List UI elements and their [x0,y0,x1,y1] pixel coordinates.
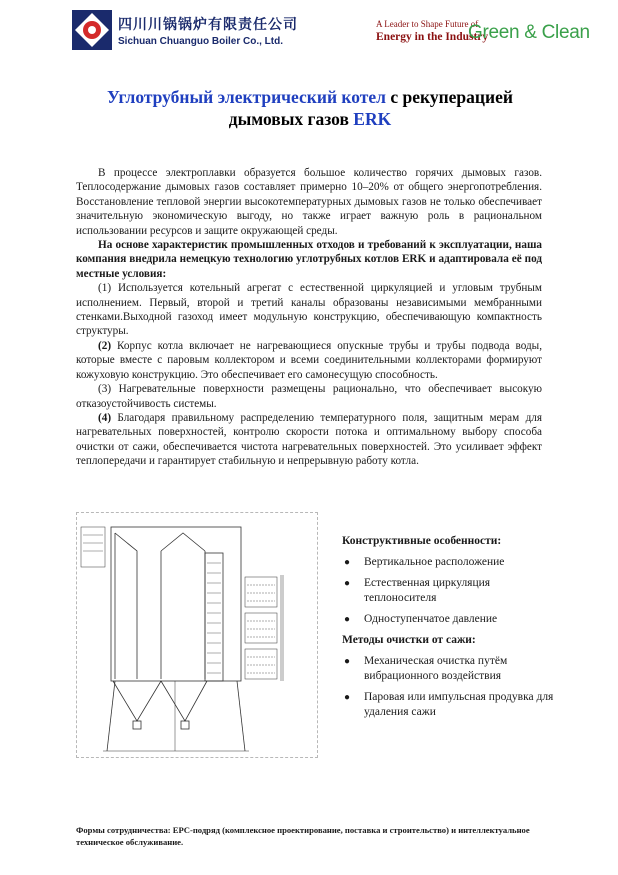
feature-item: ● Одноступенчатое давление [342,612,562,627]
chuanguo-logo-icon [72,10,112,50]
paragraph-point-2 [76,339,542,382]
feature-item: ● Естественная циркуляция теплоносителя [342,576,562,606]
cleaning-heading: Методы очистки от сажи: [342,634,476,646]
cooperation-footer: Формы сотрудничества: EPC-подряд (комплексное проектирование, поставка и строительство) и интеллектуальное техническое обслуживание. [76,825,530,847]
page-header [0,0,618,62]
point-4-text: Благодаря правильному распределению температурного поля, защитным мерам для нагревательных поверхностей, контролю скорости потока и оптимальному выбору способа очистки от сажи, обеспечивается чистота нагревательных поверхностей. Это усиливает эффект теплопередачи и гарантирует стабильную и непрерывную работу котла. [76,411,542,468]
title-part3: дымовых газов [228,109,354,129]
title-part4: ERK [353,109,392,129]
cleaning-item: ● Механическая очистка путём вибрационного воздействия [342,654,562,684]
green-clean-tagline: Green & Clean [468,22,590,43]
paragraph-point-3: (3) Нагревательные поверхности размещены рационально, что обеспечивает высокую отказоустойчивость системы. [76,383,542,410]
page-title [60,86,560,130]
point-2-number: (2) [98,339,112,352]
title-part2: с рекуперацией [385,87,513,107]
features-panel [342,534,562,726]
paragraph-point-1: (1) Используется котельный агрегат с естественной циркуляцией и угловым трубным исполнением. Первый, второй и третий каналы образованы независимыми мембранными стенками.Выходной газоход имеет модульную конструкцию, обеспечивающую компактность структуры. [76,282,542,338]
feature-item: ● Вертикальное расположение [342,555,562,570]
title-part1: Углотрубный электрический котел [107,87,386,107]
paragraph-technology: На основе характеристик промышленных отходов и требований к эксплуатации, наша компания внедрила немецкую технологию углотрубных котлов ERK и адаптировала её под местные условия: [76,239,542,280]
company-name-cn: 四川川锅锅炉有限责任公司 [118,17,298,33]
slogan-line1: A Leader to Shape Future of [376,19,479,29]
paragraph-point-4 [76,411,542,469]
body-text [76,166,542,469]
paragraph-intro: В процессе электроплавки образуется большое количество горячих дымовых газов. Теплосодержание дымовых газов составляет примерно 10–20% от общего энергопотребления. Восстановление тепловой энергии высокотемпературных дымовых газов не только обеспечивает значительную экономическую выгоду, но также играет важную роль в рациональном использовании ресурсов и защите окружающей среды. [76,167,542,237]
cleaning-item: ● Паровая или импульсная продувка для удаления сажи [342,690,562,720]
company-name-en: Sichuan Chuanguo Boiler Co., Ltd. [118,36,283,47]
point-2-text: Корпус котла включает не нагревающиеся опускные трубы и трубы подвода воды, которые вместе с паровым коллектором и всеми соединительными коллекторами формируют кожуховую конструкцию. Это обеспечивает его самонесущую способность. [76,339,542,381]
features-list [342,555,562,627]
boiler-drawing [76,512,318,758]
boiler-schematic-icon [77,513,317,757]
features-heading: Конструктивные особенности: [342,535,502,547]
cleaning-list [342,654,562,720]
point-4-number: (4) [98,411,112,424]
slogan-line2: Energy in the Industry [376,31,489,43]
